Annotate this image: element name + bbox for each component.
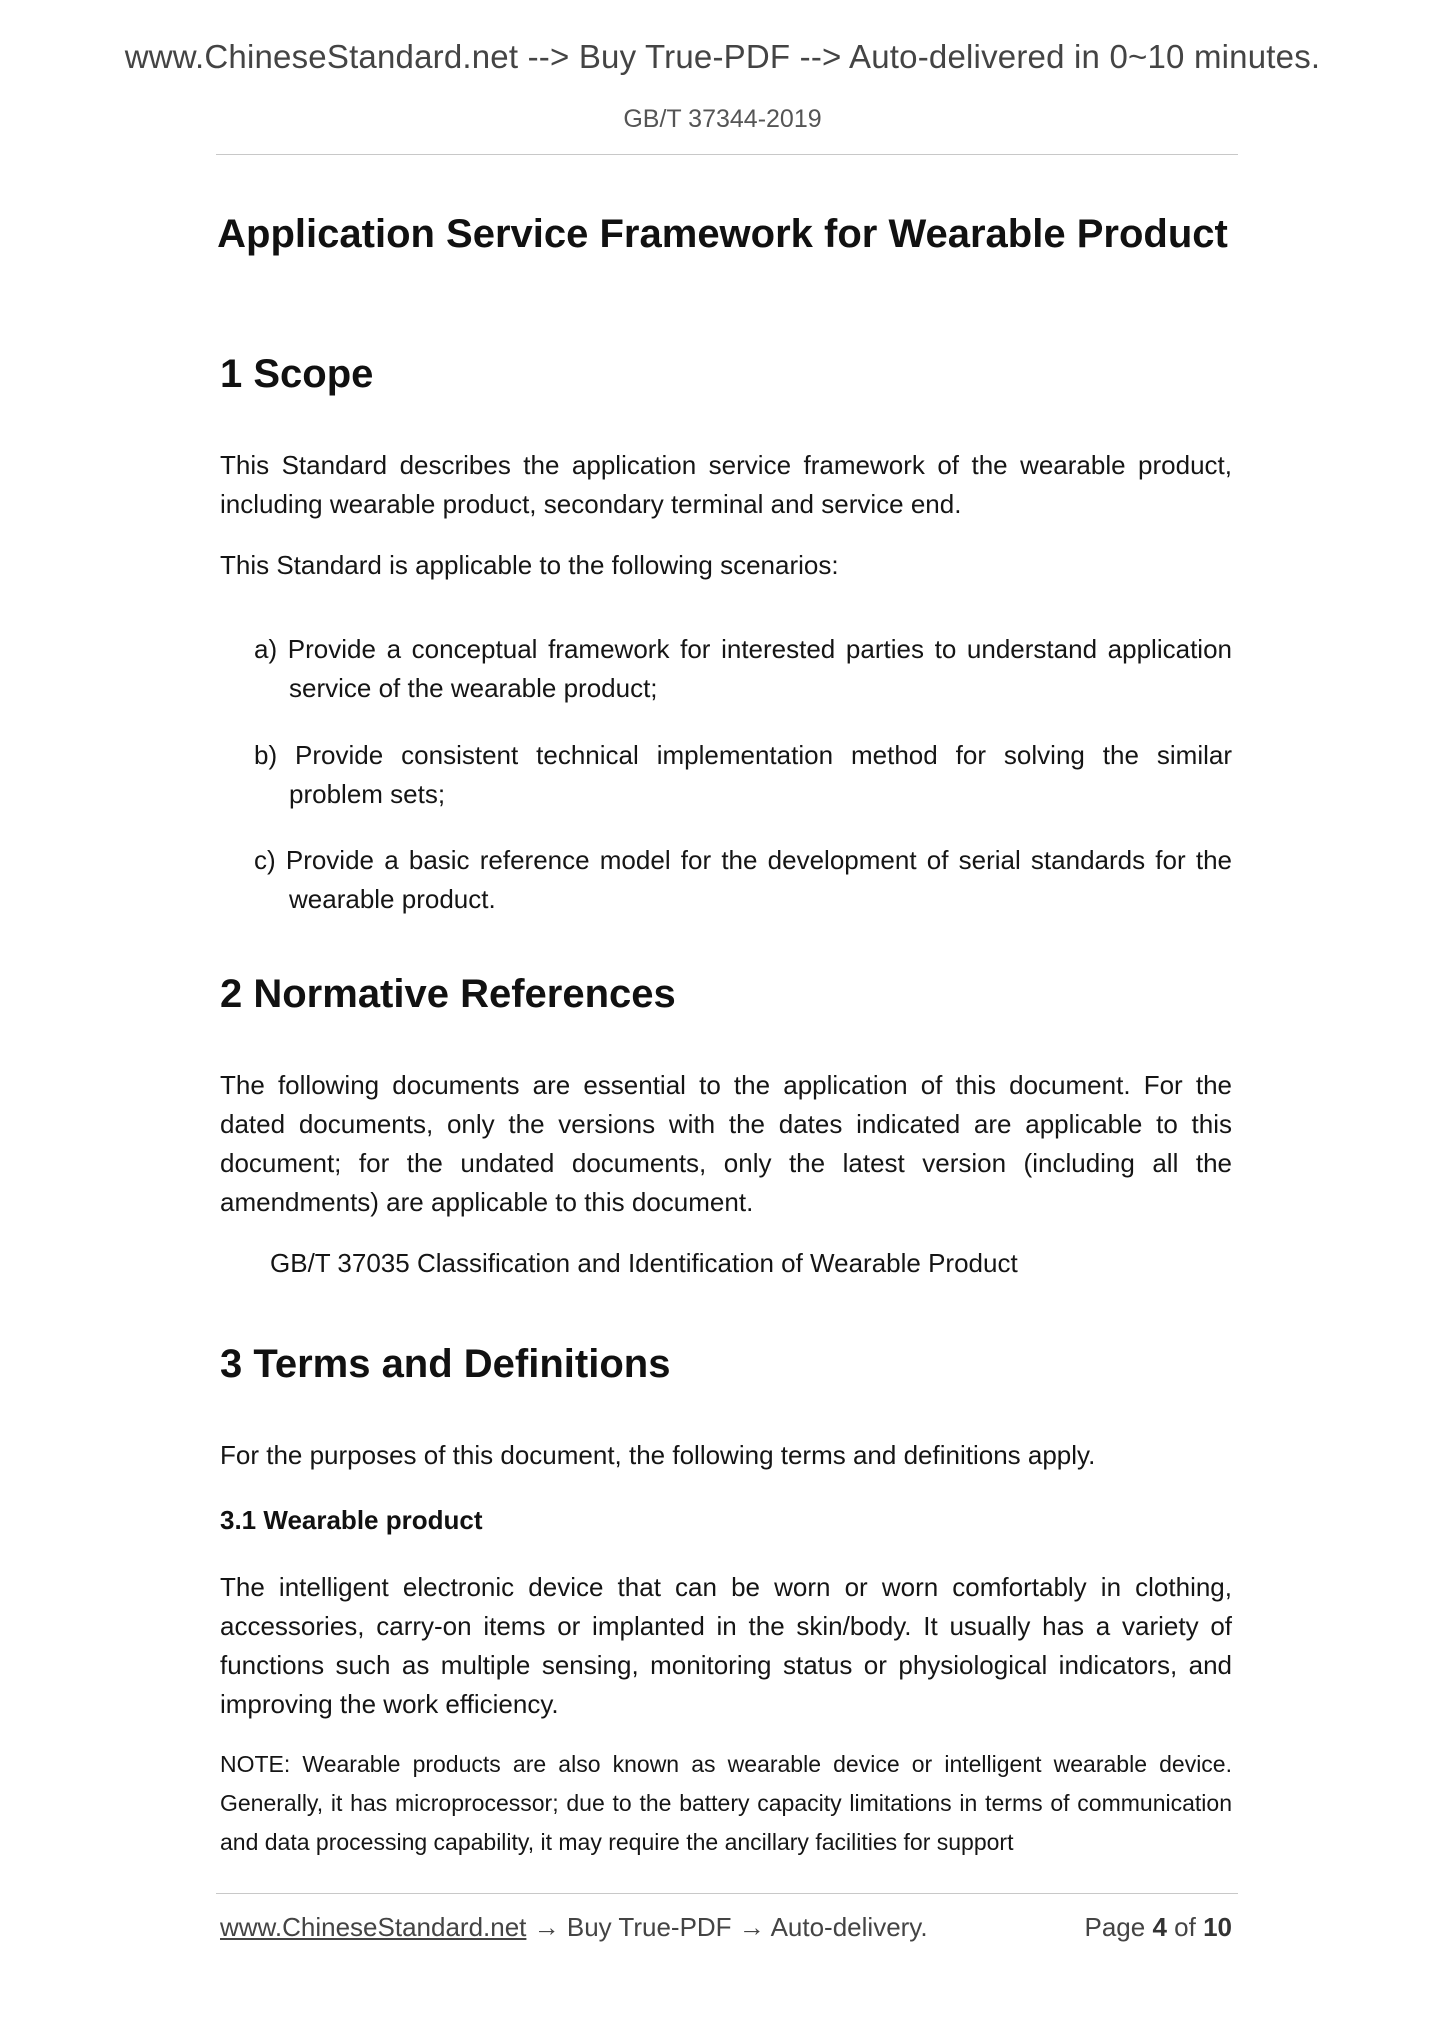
scope-item-a: a) Provide a conceptual framework for interested parties to understand application service of the wearable product;: [254, 634, 1232, 703]
references-paragraph: The following documents are essential to the application of this document. For the dated documents, only the versions with the dates indicated are applicable to this document; for the undated documents, only the latest version (including all the amendments) are applicable to this document.: [220, 1070, 1232, 1217]
footer-site-link[interactable]: www.ChineseStandard.net: [220, 1912, 527, 1942]
term-definition: The intelligent electronic device that can be worn or worn comfortably in clothing, accessories, carry-on items or implanted in the skin/body. It usually has a variety of functions such as multiple sensing, monitoring status or physiological indicators, and improving the work efficiency.: [220, 1572, 1232, 1719]
footer-divider: [216, 1893, 1238, 1894]
footer: [220, 1912, 1232, 1952]
page-indicator: [1084, 1912, 1232, 1943]
page-label: Page: [1084, 1912, 1146, 1942]
term-heading-wearable-product: 3.1 Wearable product: [220, 1505, 483, 1535]
terms-paragraph: For the purposes of this document, the following terms and definitions apply.: [220, 1440, 1096, 1470]
page-number: 4: [1152, 1912, 1167, 1942]
section-references-heading: 2 Normative References: [220, 972, 676, 1016]
scope-item-c: c) Provide a basic reference model for the development of serial standards for the wearable product.: [254, 845, 1232, 914]
scope-item-b: b) Provide consistent technical implementation method for solving the similar problem sets;: [254, 740, 1232, 809]
footer-tagline: → Buy True-PDF → Auto-delivery.: [526, 1912, 928, 1942]
reference-item: GB/T 37035 Classification and Identification of Wearable Product: [270, 1248, 1018, 1278]
header-divider: [216, 154, 1238, 155]
scope-paragraph-1: This Standard describes the application service framework of the wearable product, including wearable product, secondary terminal and service end.: [220, 450, 1232, 519]
top-banner: www.ChineseStandard.net --> Buy True-PDF --> Auto-delivered in 0~10 minutes.: [124, 38, 1321, 75]
section-scope-heading: 1 Scope: [220, 352, 374, 396]
page-title: Application Service Framework for Wearable Product: [217, 212, 1228, 256]
document-code: GB/T 37344-2019: [623, 105, 822, 133]
of-label: of: [1174, 1912, 1196, 1942]
scope-paragraph-2: This Standard is applicable to the following scenarios:: [220, 550, 839, 580]
term-note: NOTE: Wearable products are also known as wearable device or intelligent wearable device. Generally, it has microprocessor; due to the battery capacity limitations in terms of communication and data processing capability, it may require the ancillary facilities for support: [220, 1751, 1232, 1855]
section-terms-heading: 3 Terms and Definitions: [220, 1342, 671, 1386]
total-pages: 10: [1203, 1912, 1232, 1942]
